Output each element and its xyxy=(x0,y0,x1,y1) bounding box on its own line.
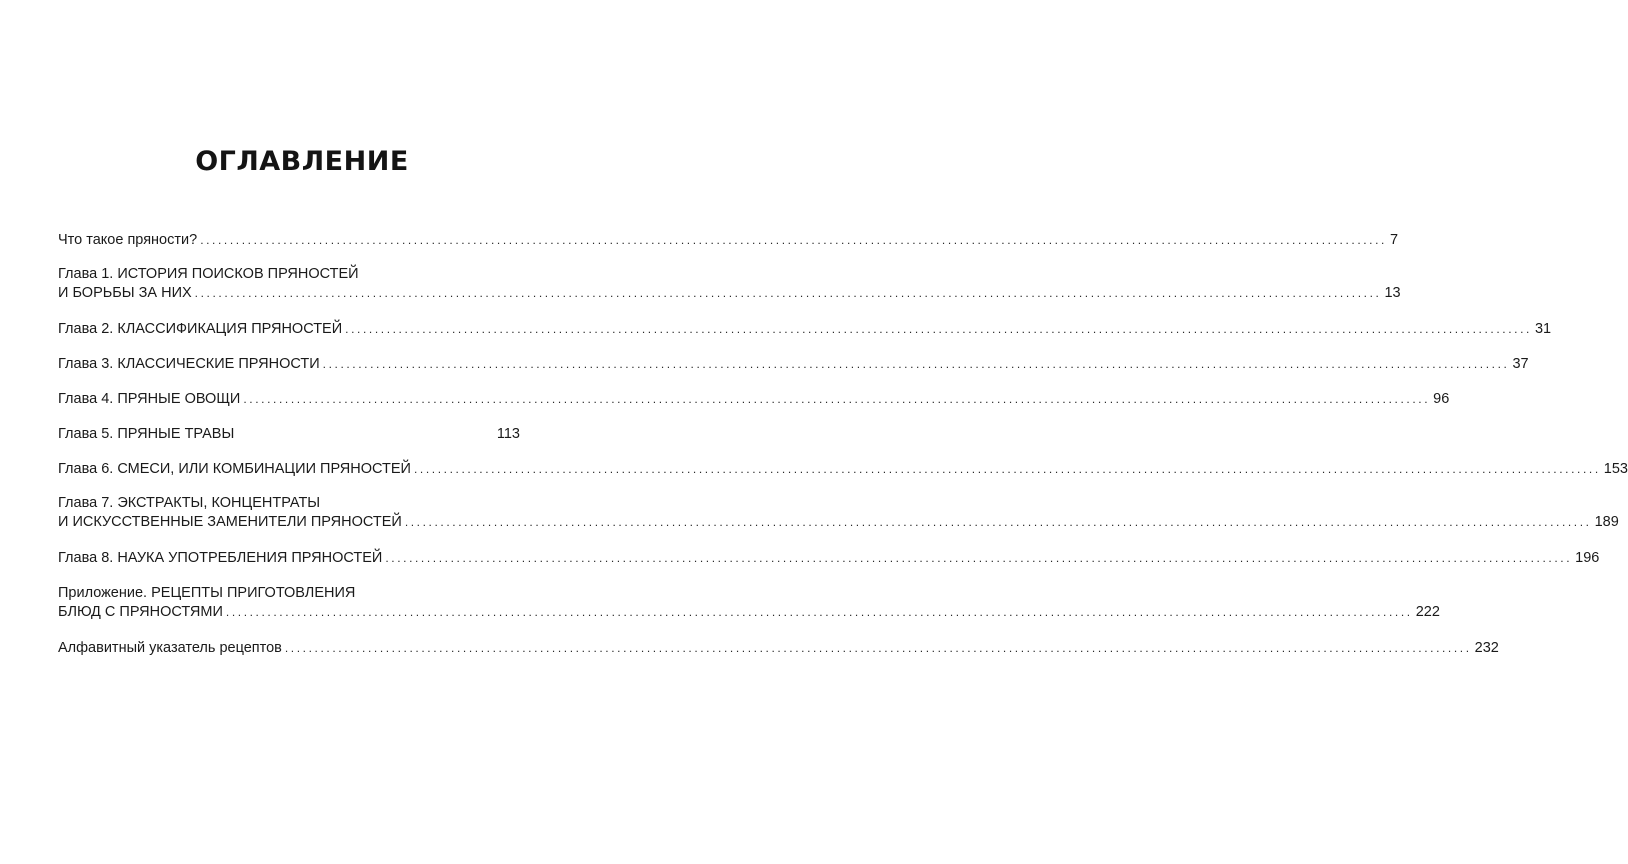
toc-page-number: 222 xyxy=(1415,604,1440,620)
toc-entry-title: Алфавитный указатель рецептов xyxy=(58,640,282,656)
page-title: ОГЛАВЛЕНИЕ xyxy=(195,146,409,177)
toc-entry-line xyxy=(58,603,1440,622)
toc-entry-title: Глава 1. ИСТОРИЯ ПОИСКОВ ПРЯНОСТЕЙ xyxy=(58,266,359,282)
toc-entry[interactable] xyxy=(58,355,1529,374)
toc-entry-title: БЛЮД С ПРЯНОСТЯМИ xyxy=(58,604,223,620)
toc-entry-title: Глава 6. СМЕСИ, ИЛИ КОМБИНАЦИИ ПРЯНОСТЕЙ xyxy=(58,461,411,477)
toc-entry[interactable] xyxy=(58,231,1399,250)
dot-leader: ........................................................................................................................................................................................................ xyxy=(322,357,1510,371)
dot-leader: ........................................................................................................................................................................................................ xyxy=(345,322,1532,336)
toc-entry-line xyxy=(58,460,1628,479)
toc-entry-title: Глава 8. НАУКА УПОТРЕБЛЕНИЯ ПРЯНОСТЕЙ xyxy=(58,550,383,566)
toc-page-number: 31 xyxy=(1534,321,1552,337)
toc-entry-title: Глава 5. ПРЯНЫЕ ТРАВЫ xyxy=(58,426,235,442)
toc-page-number: 96 xyxy=(1433,391,1450,407)
toc-page-number: 113 xyxy=(496,426,520,442)
toc-entry-line xyxy=(58,390,1450,409)
toc-page-number: 13 xyxy=(1384,285,1401,301)
toc-entry-title: Что такое пряности? xyxy=(58,232,198,248)
toc-entry[interactable] xyxy=(58,390,1450,409)
dot-leader: ........................................................................................................................................................................................................ xyxy=(284,641,1472,655)
toc-entry[interactable] xyxy=(58,320,1552,339)
toc-page-number: 196 xyxy=(1575,550,1600,566)
toc-entry-line xyxy=(58,231,1399,250)
toc-page-number: 232 xyxy=(1474,640,1499,656)
toc-entry-line xyxy=(58,639,1499,658)
dot-leader: ........................................................................................................................................................................................................ xyxy=(413,462,1601,476)
toc-page-number: 7 xyxy=(1389,232,1399,248)
toc-entry-line xyxy=(58,425,520,444)
toc-entry-title: Приложение. РЕЦЕПТЫ ПРИГОТОВЛЕНИЯ xyxy=(58,585,356,601)
dot-leader: ........................................................................................................................................................................................................ xyxy=(225,605,1413,619)
dot-leader: ........................................................................................................................................................................................................ xyxy=(404,515,1592,529)
toc-entry-line xyxy=(58,549,1600,568)
toc-entry-line xyxy=(58,513,1619,532)
toc-entry-line xyxy=(58,265,520,284)
toc-entry-title: И ИСКУССТВЕННЫЕ ЗАМЕНИТЕЛИ ПРЯНОСТЕЙ xyxy=(58,514,402,530)
toc-entry-line xyxy=(58,284,1401,303)
toc-page-number: 153 xyxy=(1603,461,1628,477)
toc-entry-title: Глава 7. ЭКСТРАКТЫ, КОНЦЕНТРАТЫ xyxy=(58,495,321,511)
toc-page-number: 37 xyxy=(1512,356,1529,372)
toc-entry-title: Глава 3. КЛАССИЧЕСКИЕ ПРЯНОСТИ xyxy=(58,356,320,372)
toc-entry[interactable] xyxy=(58,549,1600,568)
dot-leader: ........................................................................................................................................................................................................ xyxy=(385,551,1573,565)
toc-entry-line xyxy=(58,355,1529,374)
toc-entry[interactable] xyxy=(58,460,1628,479)
toc-entry[interactable] xyxy=(58,584,1440,622)
toc-entry-line xyxy=(58,494,520,513)
dot-leader: ........................................................................................................................................................................................................ xyxy=(243,392,1431,406)
toc-entry[interactable] xyxy=(58,265,1401,303)
toc-entry[interactable] xyxy=(58,425,520,444)
toc-entry-title: И БОРЬБЫ ЗА НИХ xyxy=(58,285,192,301)
toc-entry[interactable] xyxy=(58,494,1619,532)
toc-page-number: 189 xyxy=(1594,514,1619,530)
dot-leader: ........................................................................................................................................................................................................ xyxy=(200,233,1387,247)
toc-entry-title: Глава 4. ПРЯНЫЕ ОВОЩИ xyxy=(58,391,241,407)
toc-entry-line xyxy=(58,584,520,603)
toc-entry[interactable] xyxy=(58,639,1499,658)
toc-entry-title: Глава 2. КЛАССИФИКАЦИЯ ПРЯНОСТЕЙ xyxy=(58,321,343,337)
dot-leader: ........................................................................................................................................................................................................ xyxy=(194,286,1382,300)
toc-entry-line xyxy=(58,320,1552,339)
